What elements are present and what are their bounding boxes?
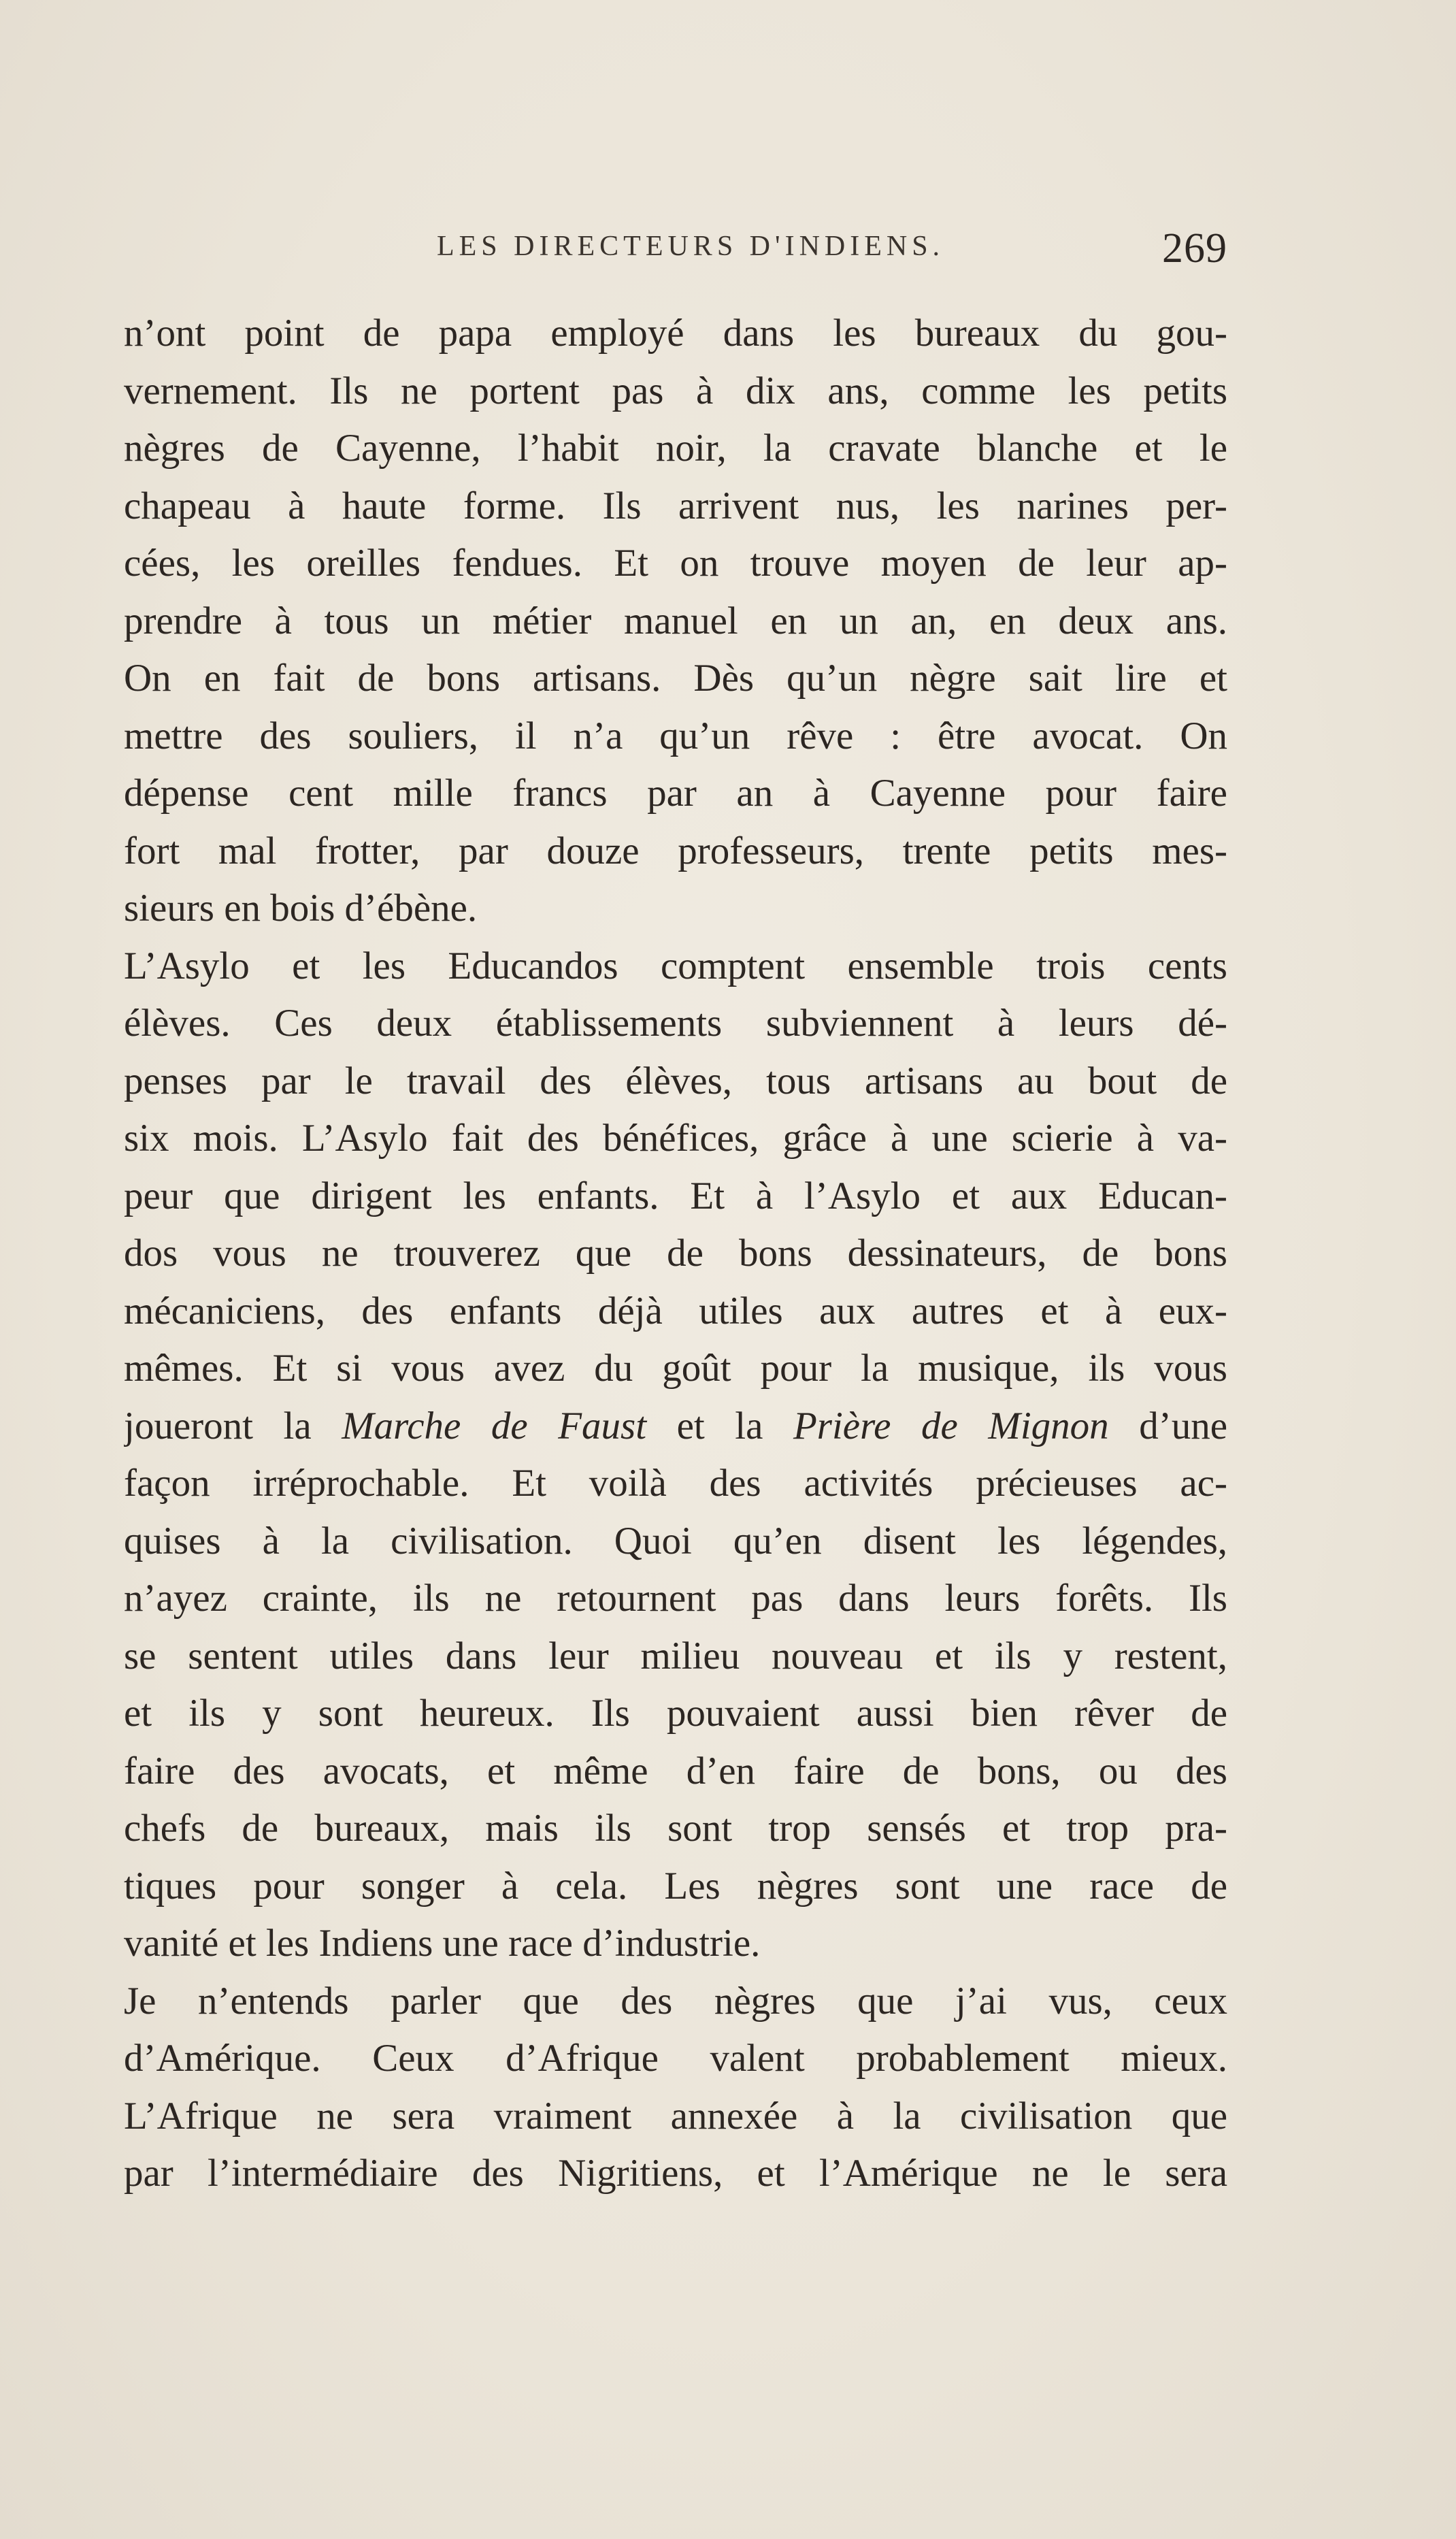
text-line: vernement. Ils ne portent pas à dix ans, comme les petits — [124, 369, 1227, 412]
text-line: On en fait de bons artisans. Dès qu’un nègre sait lire et — [124, 657, 1227, 700]
text-line: fort mal frotter, par douze professeurs, trente petits mes- — [124, 829, 1227, 872]
text-line: faire des avocats, et même d’en faire de bons, ou des — [124, 1749, 1227, 1792]
text-line: tiques pour songer à cela. Les nègres sont une race de — [124, 1864, 1227, 1907]
text-segment: joueront la — [124, 1404, 342, 1447]
body-text — [124, 305, 1227, 2203]
text-segment: d’une — [1108, 1404, 1227, 1447]
page-number: 269 — [1162, 225, 1227, 272]
text-line: sieurs en bois d’ébène. — [124, 887, 478, 930]
text-line: dépense cent mille francs par an à Cayenne pour faire — [124, 772, 1227, 815]
paragraph-start-line: Je n’entends parler que des nègres que j’ai vus, ceux — [124, 1979, 1227, 2022]
text-line: élèves. Ces deux établissements subviennent à leurs dé- — [124, 1002, 1227, 1045]
text-line: se sentent utiles dans leur milieu nouveau et ils y restent, — [124, 1634, 1227, 1677]
text-line: mécaniciens, des enfants déjà utiles aux autres et à eux- — [124, 1289, 1227, 1332]
text-line: six mois. L’Asylo fait des bénéfices, grâce à une scierie à va- — [124, 1117, 1227, 1160]
text-line: penses par le travail des élèves, tous artisans au bout de — [124, 1059, 1227, 1102]
text-line: L’Afrique ne sera vraiment annexée à la civilisation que — [124, 2094, 1227, 2137]
text-line: n’ont point de papa employé dans les bureaux du gou- — [124, 312, 1227, 355]
text-line: peur que dirigent les enfants. Et à l’Asylo et aux Educan- — [124, 1174, 1227, 1217]
text-line: chefs de bureaux, mais ils sont trop sensés et trop pra- — [124, 1807, 1227, 1850]
text-line-with-titles — [124, 1398, 1227, 1456]
text-line: façon irréprochable. Et voilà des activités précieuses ac- — [124, 1462, 1227, 1505]
paragraph-start-line: L’Asylo et les Educandos comptent ensemble trois cents — [124, 944, 1227, 987]
text-line: d’Amérique. Ceux d’Afrique valent probablement mieux. — [124, 2037, 1227, 2080]
text-line: prendre à tous un métier manuel en un an, en deux ans. — [124, 599, 1227, 642]
italic-title-marche-de-faust: Marche de Faust — [342, 1404, 647, 1447]
text-line: quises à la civilisation. Quoi qu’en disent les légendes, — [124, 1519, 1227, 1562]
running-head: LES DIRECTEURS D'INDIENS. — [437, 231, 945, 262]
text-line: cées, les oreilles fendues. Et on trouve moyen de leur ap- — [124, 542, 1227, 585]
text-line: vanité et les Indiens une race d’industrie. — [124, 1922, 761, 1965]
text-segment: et la — [646, 1404, 793, 1447]
text-line: nègres de Cayenne, l’habit noir, la cravate blanche et le — [124, 427, 1227, 470]
text-line: n’ayez crainte, ils ne retournent pas dans leurs forêts. Ils — [124, 1577, 1227, 1620]
text-line: dos vous ne trouverez que de bons dessinateurs, de bons — [124, 1232, 1227, 1275]
page-header — [124, 225, 1227, 272]
text-line: mêmes. Et si vous avez du goût pour la musique, ils vous — [124, 1347, 1227, 1390]
text-line: et ils y sont heureux. Ils pouvaient aussi bien rêver de — [124, 1692, 1227, 1735]
italic-title-priere-de-mignon: Prière de Mignon — [793, 1404, 1109, 1447]
text-line: mettre des souliers, il n’a qu’un rêve : être avocat. On — [124, 714, 1227, 757]
text-line: par l’intermédiaire des Nigritiens, et l’Amérique ne le sera — [124, 2152, 1227, 2195]
text-line: chapeau à haute forme. Ils arrivent nus, les narines per- — [124, 484, 1227, 527]
